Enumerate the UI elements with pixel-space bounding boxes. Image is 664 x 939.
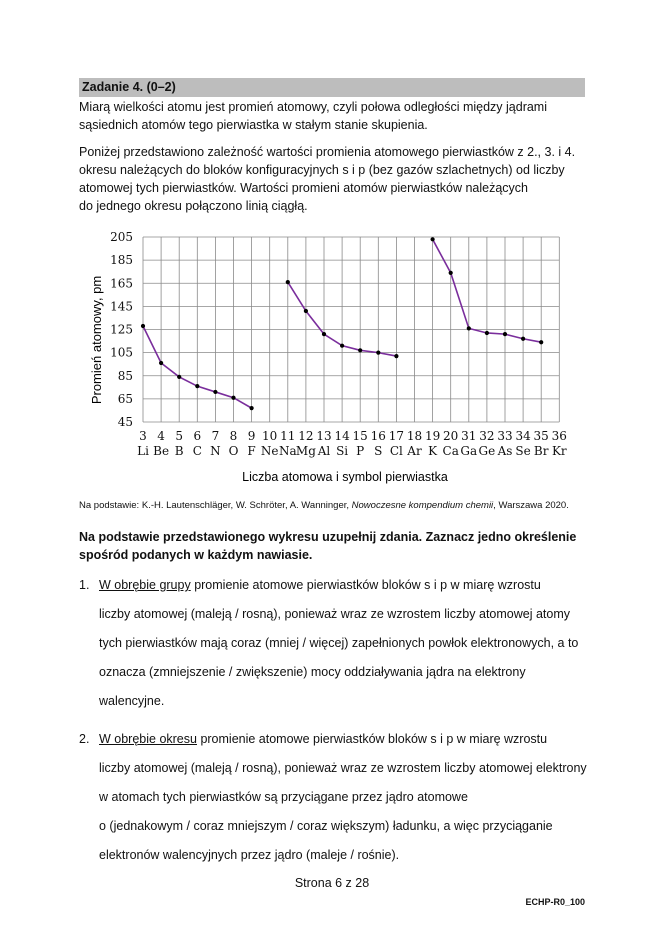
item-line: w atomach tych pierwiastków są przyciągane przez jądro atomowe (99, 790, 468, 804)
source-suffix: , Warszawa 2020. (493, 500, 569, 511)
data-point (213, 390, 217, 394)
item-line (99, 732, 547, 746)
x-tick-symbol: F (247, 444, 256, 458)
y-tick-label: 105 (110, 345, 133, 360)
y-tick-label: 125 (110, 322, 133, 337)
data-point (322, 332, 326, 336)
intro-line: Miarą wielkości atomu jest promień atomowy, czyli połowa odległości między jądrami (79, 100, 547, 114)
item-lead: W obrębie grupy (99, 578, 191, 592)
x-tick-symbol: Ne (260, 444, 279, 458)
x-tick-symbol: Al (317, 444, 331, 458)
x-tick-number: 19 (424, 429, 441, 443)
instruction (79, 528, 599, 564)
y-tick-label: 205 (110, 230, 133, 244)
y-axis-label: Promień atomowy, pm (89, 275, 104, 405)
x-tick-number: 7 (211, 429, 220, 443)
x-tick-symbol: As (497, 444, 513, 458)
x-tick-symbol: Se (515, 444, 531, 458)
source-prefix: Na podstawie: K.-H. Lautenschläger, W. Schröter, A. Wanninger, (79, 500, 352, 511)
y-tick-label: 185 (110, 253, 133, 268)
x-tick-symbol: Si (336, 444, 349, 458)
data-point (485, 331, 489, 335)
x-tick-number: 12 (298, 429, 314, 443)
data-point (467, 326, 471, 330)
item-line: elektronów walencyjnych przez jądro (maleje / rośnie). (99, 848, 400, 862)
x-tick-symbol: Ca (442, 444, 459, 458)
data-point (177, 375, 181, 379)
x-tick-symbol: O (228, 444, 239, 458)
intro-line: sąsiednich atomów tego pierwiastka w stałym stanie skupienia. (79, 118, 428, 132)
x-tick-number: 20 (443, 429, 459, 443)
x-tick-symbol: Mg (295, 444, 316, 458)
x-tick-number: 3 (139, 429, 147, 443)
grid-layer (143, 237, 559, 422)
data-point (503, 332, 507, 336)
intro-line: do jednego okresu połączono linią ciągłą. (79, 199, 308, 213)
x-tick-number: 15 (352, 429, 368, 443)
data-point (431, 237, 435, 241)
item-line: liczby atomowej (maleją / rosną), ponieważ wraz ze wzrostem liczby atomowej atomy (99, 607, 570, 621)
item-line: liczby atomowej (maleją / rosną), ponieważ wraz ze wzrostem liczby atomowej elektrony (99, 761, 587, 775)
x-tick-number: 36 (551, 429, 567, 443)
chart-svg (84, 226, 584, 488)
x-tick-number: 13 (316, 429, 332, 443)
data-point (521, 337, 525, 341)
item-line: oznacza (zmniejszenie / zwiększenie) mocy oddziaływania jądra na elektrony (99, 665, 526, 679)
intro-line: atomowej tych pierwiastków. Wartości promieni atomów pierwiastków należących (79, 181, 529, 195)
y-tick-label: 145 (110, 299, 133, 314)
x-tick-number: 34 (515, 429, 531, 443)
x-tick-symbol: P (356, 444, 365, 458)
data-point (539, 340, 543, 344)
item-lead: W obrębie okresu (99, 732, 197, 746)
data-point (231, 396, 235, 400)
item-line: tych pierwiastków mają coraz (mniej / więcej) zapełnionych powłok elektronowych, a to (99, 636, 579, 650)
x-tick-symbol: Be (153, 444, 170, 458)
x-tick-symbol: Ga (460, 444, 478, 458)
x-tick-number: 8 (229, 429, 238, 443)
x-tick-symbol: B (174, 444, 184, 458)
x-tick-number: 5 (175, 429, 184, 443)
x-tick-symbol: Cl (389, 444, 403, 458)
x-tick-symbol: Kr (551, 444, 567, 458)
data-point (304, 309, 308, 313)
data-point (376, 351, 380, 355)
x-axis-label: Liczba atomowa i symbol pierwiastka (242, 470, 448, 484)
item-line: o (jednakowym / coraz mniejszym / coraz większym) ładunku, a więc przyciąganie (99, 819, 553, 833)
page-number: Strona 6 z 28 (294, 876, 370, 890)
item-line-text: promienie atomowe pierwiastków bloków s i p w miarę wzrostu (190, 578, 541, 592)
item-line: walencyjne. (99, 694, 165, 708)
data-point (141, 324, 145, 328)
x-tick-number: 10 (262, 429, 278, 443)
x-tick-symbol: N (210, 444, 221, 458)
data-point (159, 361, 163, 365)
data-point (286, 280, 290, 284)
data-point (340, 344, 344, 348)
x-tick-number: 4 (157, 429, 165, 443)
item-line-text: promienie atomowe pierwiastków bloków s i p w miarę wzrostu (196, 732, 548, 746)
atomic-radius-chart (84, 226, 584, 493)
task-header: Zadanie 4. (0–2) (79, 78, 585, 97)
intro-paragraph-1 (79, 98, 591, 134)
y-tick-label: 65 (117, 391, 133, 406)
x-tick-symbol: Ge (478, 444, 496, 458)
x-tick-symbol: K (428, 444, 438, 458)
source-title: Nowoczesne kompendium chemii (351, 500, 494, 511)
instruction-line: spośród podanych w każdym nawiasie. (79, 548, 313, 562)
x-tick-symbol: Li (137, 444, 149, 458)
intro-line: Poniżej przedstawiono zależność wartości promienia atomowego pierwiastków z 2., 3. i 4. (79, 145, 576, 159)
x-tick-symbol: Ar (407, 444, 422, 458)
x-tick-number: 6 (193, 429, 202, 443)
x-tick-number: 16 (370, 429, 386, 443)
x-tick-symbol: Na (278, 444, 297, 458)
data-point (195, 384, 199, 388)
intro-paragraph-2 (79, 143, 591, 215)
data-point (394, 354, 398, 358)
x-tick-number: 32 (479, 429, 495, 443)
document-code: ECHP-R0_100 (525, 897, 585, 907)
x-tick-symbol: Br (533, 444, 549, 458)
source-citation (79, 500, 569, 511)
data-point (449, 271, 453, 275)
item-number: 1. (79, 578, 90, 592)
y-tick-label: 165 (110, 276, 133, 291)
x-tick-number: 33 (497, 429, 513, 443)
data-point (358, 348, 362, 352)
item-line (99, 578, 541, 592)
x-tick-number: 35 (533, 429, 549, 443)
x-tick-number: 17 (388, 429, 405, 443)
intro-line: okresu należących do bloków konfiguracyjnych s i p (bez gazów szlachetnych) od liczby (79, 163, 565, 177)
item-number: 2. (79, 732, 90, 746)
x-tick-number: 14 (334, 429, 350, 443)
x-tick-number: 31 (461, 429, 477, 443)
y-tick-label: 85 (117, 368, 133, 383)
data-point (250, 406, 254, 410)
x-tick-number: 18 (406, 429, 423, 443)
x-tick-number: 11 (280, 429, 296, 443)
x-tick-symbol: S (374, 444, 383, 458)
x-tick-symbol: C (192, 444, 202, 458)
y-tick-label: 45 (117, 415, 133, 429)
x-tick-number: 9 (247, 429, 256, 443)
instruction-line: Na podstawie przedstawionego wykresu uzupełnij zdania. Zaznacz jedno określenie (79, 530, 577, 544)
